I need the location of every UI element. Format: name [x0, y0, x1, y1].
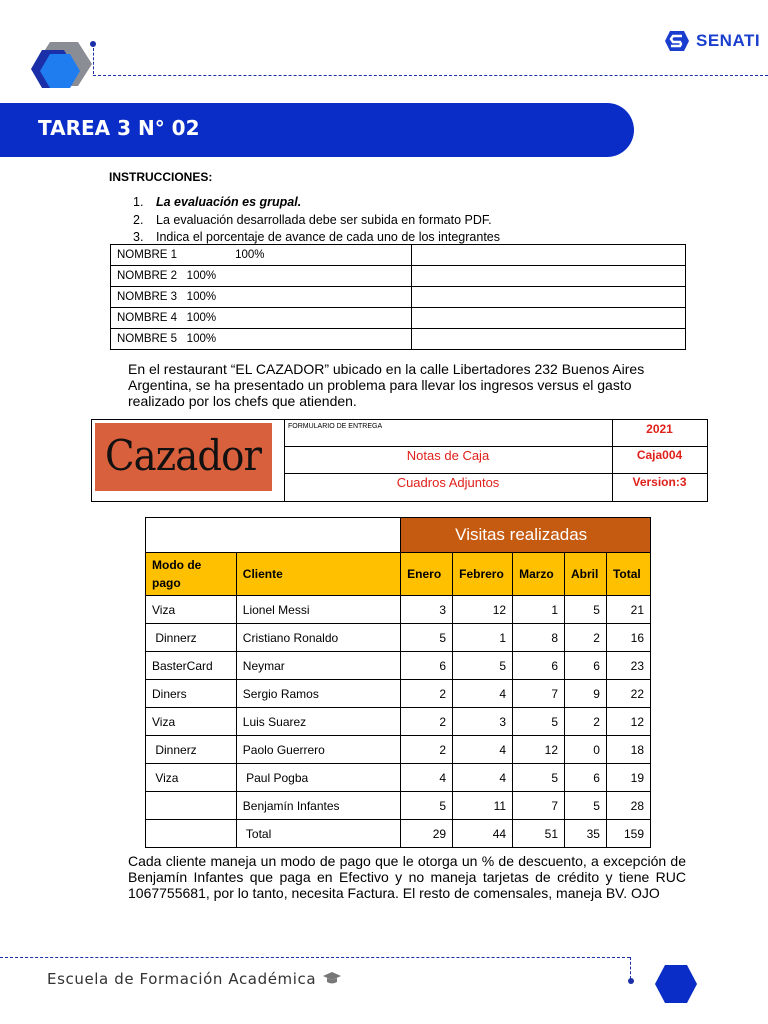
value-cell: 4 [453, 736, 513, 764]
payment-mode-cell: BasterCard [146, 652, 237, 680]
value-cell: 6 [565, 652, 607, 680]
col-header: Febrero [453, 553, 513, 596]
client-cell: Paul Pogba [236, 764, 400, 792]
value-cell: 5 [513, 764, 565, 792]
closing-paragraph: Cada cliente maneja un modo de pago que le otorga un % de descuento, a excepción de Benjamín Infantes que paga en Efectivo y no maneja tarjetas de crédito y tiene RUC 1067755681, por lo tanto, necesita Factura. El resto de comensales, maneja BV. OJO [128, 853, 686, 901]
payment-mode-cell [146, 792, 237, 820]
payment-mode-cell: Dinnerz [146, 624, 237, 652]
value-cell: 2 [401, 680, 453, 708]
payment-mode-cell [146, 820, 237, 848]
value-cell: 5 [565, 596, 607, 624]
value-cell: 19 [606, 764, 650, 792]
value-cell: 7 [513, 792, 565, 820]
client-cell: Sergio Ramos [236, 680, 400, 708]
col-header: Abril [565, 553, 607, 596]
value-cell: 4 [401, 764, 453, 792]
col-header: Cliente [236, 553, 400, 596]
logo-text: Cazador [105, 431, 262, 480]
value-cell: 5 [401, 624, 453, 652]
table-row [111, 245, 686, 266]
footer-text: Escuela de Formación Académica [47, 970, 342, 988]
table-row [146, 820, 651, 848]
member-percent: 100% [235, 249, 265, 261]
value-cell: 28 [606, 792, 650, 820]
value-cell: 23 [606, 652, 650, 680]
member-cell-empty [412, 308, 686, 329]
senati-logo [664, 30, 760, 52]
list-item: 2. La evaluación desarrollada debe ser subida en formato PDF. [133, 212, 492, 227]
decor-dashed-line [93, 48, 94, 74]
member-cell-empty [412, 329, 686, 350]
value-cell: 8 [513, 624, 565, 652]
form-label: FORMULARIO DE ENTREGA [288, 423, 383, 430]
page-title: TAREA 3 N° 02 [38, 116, 200, 140]
value-cell: 6 [401, 652, 453, 680]
visits-table [145, 517, 651, 848]
decor-dot [90, 41, 96, 47]
form-attachments-label: Cuadros Adjuntos [396, 475, 500, 490]
member-cell-empty [412, 287, 686, 308]
member-percent: 100% [186, 333, 217, 345]
value-cell: 2 [401, 708, 453, 736]
value-cell: 16 [606, 624, 650, 652]
value-cell: 11 [453, 792, 513, 820]
value-cell: 2 [565, 624, 607, 652]
value-cell: 5 [453, 652, 513, 680]
table-row [146, 764, 651, 792]
value-cell: 12 [513, 736, 565, 764]
member-percent: 100% [186, 312, 217, 324]
member-name: NOMBRE 2 [117, 270, 178, 282]
col-header: Marzo [513, 553, 565, 596]
member-percent: 100% [186, 291, 217, 303]
value-cell: 44 [453, 820, 513, 848]
table-row [111, 266, 686, 287]
decor-dashed-line [93, 75, 768, 76]
form-divider [284, 446, 707, 447]
hexagon-decoration [654, 964, 698, 1004]
client-cell: Paolo Guerrero [236, 736, 400, 764]
col-header: Modo de pago [146, 553, 237, 596]
instructions-heading: INSTRUCCIONES: [109, 170, 213, 184]
member-name: NOMBRE 3 [117, 291, 178, 303]
form-notes-code: Caja004 [636, 448, 683, 462]
payment-mode-cell: Diners [146, 680, 237, 708]
member-cell-empty [412, 245, 686, 266]
value-cell: 7 [513, 680, 565, 708]
payment-mode-cell: Viza [146, 596, 237, 624]
value-cell: 12 [453, 596, 513, 624]
client-cell: Cristiano Ronaldo [236, 624, 400, 652]
value-cell: 5 [513, 708, 565, 736]
client-cell: Luis Suarez [236, 708, 400, 736]
payment-mode-cell: Viza [146, 708, 237, 736]
table-header-row [146, 553, 651, 596]
visits-body [146, 596, 651, 848]
table-row [146, 792, 651, 820]
value-cell: 29 [401, 820, 453, 848]
table-row [146, 736, 651, 764]
footer-dashed-line [630, 957, 631, 979]
value-cell: 4 [453, 680, 513, 708]
table-row [111, 287, 686, 308]
table-row [146, 652, 651, 680]
delivery-form-header [91, 419, 708, 502]
form-year: 2021 [646, 422, 673, 436]
form-version: Version:3 [632, 475, 687, 489]
value-cell: 5 [401, 792, 453, 820]
title-banner [0, 103, 634, 157]
value-cell: 3 [453, 708, 513, 736]
value-cell: 18 [606, 736, 650, 764]
members-table [110, 244, 686, 350]
list-item: 1. La evaluación es grupal. [133, 195, 302, 209]
client-cell: Benjamín Infantes [236, 792, 400, 820]
value-cell: 21 [606, 596, 650, 624]
decor-dot [628, 978, 634, 984]
payment-mode-cell: Dinnerz [146, 736, 237, 764]
value-cell: 4 [453, 764, 513, 792]
value-cell: 1 [513, 596, 565, 624]
col-header: Enero [401, 553, 453, 596]
value-cell: 2 [401, 736, 453, 764]
value-cell: 3 [401, 596, 453, 624]
member-name: NOMBRE 4 [117, 312, 178, 324]
client-cell: Neymar [236, 652, 400, 680]
value-cell: 5 [565, 792, 607, 820]
col-header: Total [606, 553, 650, 596]
value-cell: 9 [565, 680, 607, 708]
value-cell: 2 [565, 708, 607, 736]
table-row [146, 680, 651, 708]
payment-mode-cell: Viza [146, 764, 237, 792]
value-cell: 6 [513, 652, 565, 680]
member-percent: 100% [186, 270, 217, 282]
value-cell: 22 [606, 680, 650, 708]
table-row [146, 708, 651, 736]
value-cell: 35 [565, 820, 607, 848]
graduation-cap-icon [322, 971, 342, 985]
value-cell: 6 [565, 764, 607, 792]
form-divider [284, 473, 707, 474]
member-cell-empty [412, 266, 686, 287]
cazador-logo [95, 423, 272, 491]
member-name: NOMBRE 5 [117, 333, 178, 345]
table-row [146, 596, 651, 624]
hexagon-decoration [28, 38, 98, 94]
senati-emblem-icon [664, 30, 690, 52]
table-title-row [146, 518, 651, 553]
client-cell: Lionel Messi [236, 596, 400, 624]
value-cell: 51 [513, 820, 565, 848]
visits-title: Visitas realizadas [401, 518, 651, 553]
senati-wordmark: SENATI [696, 31, 761, 50]
value-cell: 1 [453, 624, 513, 652]
footer-dashed-line [0, 957, 630, 958]
form-notes-label: Notas de Caja [406, 448, 490, 463]
table-row [111, 329, 686, 350]
intro-paragraph: En el restaurant “EL CAZADOR” ubicado en la calle Libertadores 232 Buenos Aires Argentina, se ha presentado un problema para llevar los ingresos versus el gasto realizado por los chefs que atienden. [128, 361, 645, 409]
value-cell: 159 [606, 820, 650, 848]
member-name: NOMBRE 1 [117, 249, 178, 261]
value-cell: 0 [565, 736, 607, 764]
table-row [146, 624, 651, 652]
value-cell: 12 [606, 708, 650, 736]
instructions-list [133, 194, 500, 247]
list-item: 3. Indica el porcentaje de avance de cada uno de los integrantes [133, 230, 500, 244]
client-cell: Total [236, 820, 400, 848]
table-row [111, 308, 686, 329]
